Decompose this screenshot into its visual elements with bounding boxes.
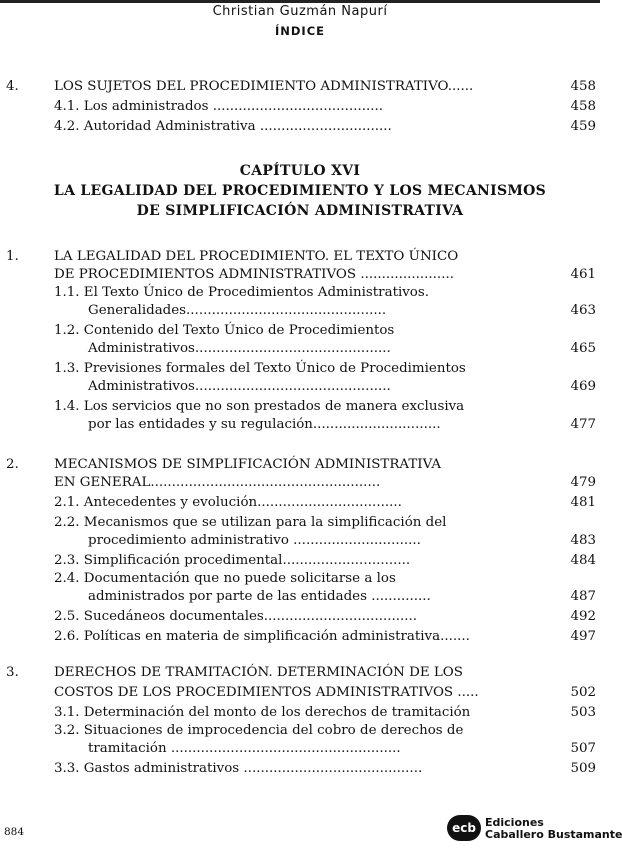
- toc-entry: 3.2. Situaciones de improcedencia del cobro de derechos de: [54, 723, 464, 738]
- toc-number: 3.: [6, 665, 19, 680]
- toc-page: 507: [570, 741, 596, 756]
- toc-page: 458: [570, 79, 596, 94]
- toc-number: 4.: [6, 79, 19, 94]
- toc-entry: DERECHOS DE TRAMITACIÓN. DETERMINACIÓN DE LOS: [54, 665, 463, 680]
- toc-page: 465: [570, 341, 596, 356]
- toc-page: 484: [570, 553, 596, 568]
- toc-page: 459: [570, 119, 596, 134]
- toc-page: 469: [570, 379, 596, 394]
- toc-page: 458: [570, 99, 596, 114]
- toc-entry: 4.2. Autoridad Administrativa ...............................: [54, 119, 392, 134]
- publisher-line1: Ediciones: [485, 816, 544, 829]
- toc-entry: 2.1. Antecedentes y evolución..................................: [54, 495, 402, 510]
- toc-entry: LOS SUJETOS DEL PROCEDIMIENTO ADMINISTRATIVO......: [54, 79, 474, 94]
- toc-page: 481: [570, 495, 596, 510]
- toc-entry: procedimiento administrativo ..............................: [88, 533, 421, 548]
- toc-entry: 1.2. Contenido del Texto Único de Procedimientos: [54, 323, 395, 338]
- toc-page: 463: [570, 303, 596, 318]
- toc-page: 477: [570, 417, 596, 432]
- toc-entry: 3.3. Gastos administrativos ..........................................: [54, 761, 423, 776]
- toc-entry: 4.1. Los administrados ........................................: [54, 99, 383, 114]
- toc-page: 483: [570, 533, 596, 548]
- toc-page: 509: [570, 761, 596, 776]
- toc-entry: Administrativos..............................................: [88, 341, 391, 356]
- toc-page: 502: [570, 685, 596, 700]
- toc-entry: 1.1. El Texto Único de Procedimientos Administrativos.: [54, 285, 429, 300]
- toc-entry: por las entidades y su regulación..............................: [88, 417, 441, 432]
- chapter-title-line1: LA LEGALIDAD DEL PROCEDIMIENTO Y LOS MECANISMOS: [53, 183, 547, 199]
- toc-entry: administrados por parte de las entidades ..............: [88, 589, 431, 604]
- publisher-line2: Caballero Bustamante: [485, 828, 622, 841]
- toc-entry: tramitación ......................................................: [88, 741, 401, 756]
- toc-entry: 2.2. Mecanismos que se utilizan para la simplificación del: [54, 515, 447, 530]
- toc-number: 1.: [6, 249, 19, 264]
- chapter-title-line2: DE SIMPLIFICACIÓN ADMINISTRATIVA: [136, 203, 464, 219]
- toc-entry: 1.3. Previsiones formales del Texto Único de Procedimientos: [54, 361, 466, 376]
- toc-entry: 2.6. Políticas en materia de simplificación administrativa.......: [54, 629, 470, 644]
- toc-number: 2.: [6, 457, 19, 472]
- toc-page: 487: [570, 589, 596, 604]
- running-head-author: Christian Guzmán Napurí: [212, 4, 388, 19]
- toc-entry: MECANISMOS DE SIMPLIFICACIÓN ADMINISTRATIVA: [54, 457, 442, 472]
- toc-entry: COSTOS DE LOS PROCEDIMIENTOS ADMINISTRATIVOS .....: [54, 685, 479, 700]
- toc-entry: 1.4. Los servicios que no son prestados de manera exclusiva: [54, 399, 465, 414]
- toc-page: 503: [570, 705, 596, 720]
- toc-entry: 2.4. Documentación que no puede solicitarse a los: [54, 571, 396, 586]
- page-folio: 884: [4, 826, 25, 838]
- toc-entry: 3.1. Determinación del monto de los derechos de tramitación: [54, 705, 471, 720]
- top-rule: [0, 0, 600, 3]
- toc-page: 479: [570, 475, 596, 490]
- toc-entry: LA LEGALIDAD DEL PROCEDIMIENTO. EL TEXTO ÚNICO: [54, 249, 459, 264]
- toc-entry: EN GENERAL......................................................: [54, 475, 381, 490]
- toc-entry: Generalidades...............................................: [88, 303, 387, 318]
- chapter-number: CAPÍTULO XVI: [239, 163, 361, 179]
- toc-page: 461: [570, 267, 596, 282]
- toc-entry: DE PROCEDIMIENTOS ADMINISTRATIVOS ......................: [54, 267, 454, 282]
- toc-entry: 2.3. Simplificación procedimental..............................: [54, 553, 411, 568]
- toc-entry: 2.5. Sucedáneos documentales....................................: [54, 609, 418, 624]
- publisher-logo-icon: ecb: [447, 815, 481, 841]
- toc-page: 492: [570, 609, 596, 624]
- running-head-section: ÍNDICE: [274, 24, 326, 38]
- toc-entry: Administrativos..............................................: [88, 379, 391, 394]
- toc-page: 497: [570, 629, 596, 644]
- publisher-mark: [447, 815, 622, 841]
